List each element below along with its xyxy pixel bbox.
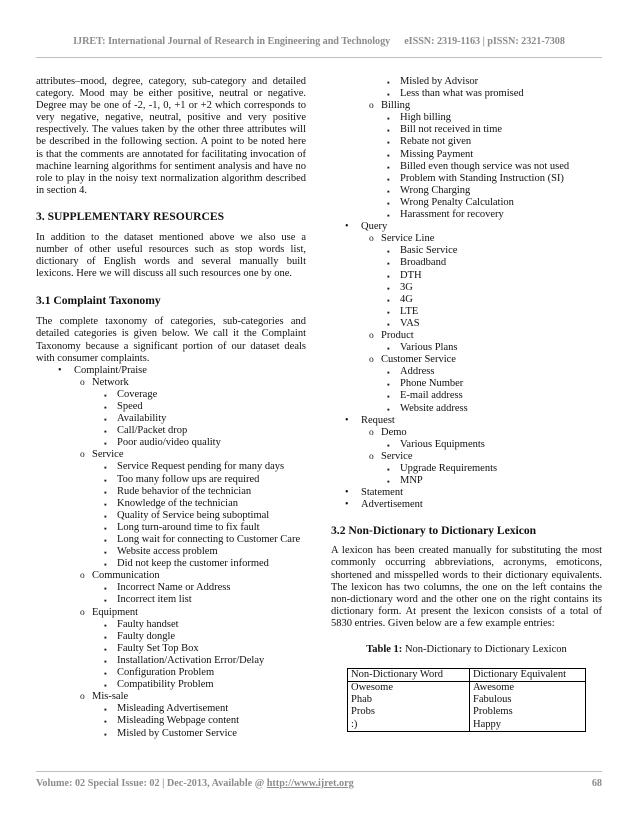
running-header [0, 36, 638, 47]
circle-marker: o [80, 571, 85, 582]
paragraph-supplementary: In addition to the dataset mentioned above we also use a number of other useful resources such as stop words list, dictionary of English words and several manually built lexicons. Here we will discuss all such resources one by one. [36, 231, 306, 280]
square-marker: ▪ [387, 78, 390, 87]
square-marker: ▪ [104, 584, 107, 594]
detail-item: ▪ 4G [387, 294, 602, 306]
left-column [36, 76, 306, 740]
table-row [348, 694, 586, 706]
square-marker: ▪ [387, 440, 390, 450]
list-item-l2: o Equipment ▪ Faulty handset ▪ Faulty dongle ▪ Faulty Set Top Box ▪ Installation/Activation Error/Delay ▪ Configuration Problem ▪ Compatibility Problem [80, 607, 306, 692]
list-item-l2: o Billing ▪ High billing ▪ Bill not received in time ▪ Rebate not given ▪ Missing Payment ▪ Billed even though service was not used ▪ Problem with Standing Instruction (SI) ▪ Wrong Charging ▪ Wrong Penalty Calculation ▪ Harassment for recovery [369, 100, 602, 221]
table-row [348, 719, 586, 732]
square-marker: ▪ [387, 344, 390, 354]
table-cell: :) [348, 719, 470, 732]
list-item-l1: • Complaint/Praise o Network ▪ Coverage ▪ Speed ▪ Availability ▪ Call/Packet drop ▪ Poor audio/video quality o Service ▪ Service Request pending for many days ▪ Too many follow ups are required ▪ Rude behavior of the technician ▪ Knowledge of the technician ▪ Quality of Service being suboptimal ▪ Long turn-around time to fix fault ▪ Long wait for connecting to Customer Care ▪ Website access problem ▪ Did not keep the customer informed o Communication ▪ Incorrect Name or Address ▪ Incorrect item list o Equipment ▪ Faulty handset ▪ Faulty dongle ▪ Faulty Set Top Box ▪ Installation/Activation Error/Delay ▪ Configuration Problem ▪ Compatibility Problem o Mis-sale ▪ Misleading Advertisement ▪ Misleading Webpage content ▪ Misled by Customer Service [58, 365, 306, 740]
detail-item: ▪ 3G [387, 282, 602, 294]
detail-item: ▪ Bill not received in time [387, 124, 602, 136]
detail-item: ▪ Incorrect item list [104, 594, 306, 606]
detail-item: ▪ Billed even though service was not used [387, 161, 602, 173]
detail-item: ▪ MNP [387, 475, 602, 487]
bullet-marker: • [345, 414, 349, 426]
circle-marker: o [369, 451, 374, 462]
detail-list [387, 245, 602, 330]
list-item-l2: o Network ▪ Coverage ▪ Speed ▪ Availability ▪ Call/Packet drop ▪ Poor audio/video quality [80, 377, 306, 450]
square-marker: ▪ [387, 211, 390, 221]
journal-name: IJRET: International Journal of Research in Engineering and Technology [73, 36, 391, 47]
list-item-l2: o Communication ▪ Incorrect Name or Address ▪ Incorrect item list [80, 570, 306, 606]
square-marker: ▪ [104, 536, 107, 545]
square-marker: ▪ [104, 632, 107, 642]
column-header: Non-Dictionary Word [348, 669, 470, 682]
detail-list [387, 439, 602, 451]
square-marker: ▪ [387, 295, 390, 305]
paragraph-taxonomy: The complete taxonomy of categories, sub-categories and detailed categories is given below. We call it the Complaint Taxonomy because a significant portion of our dataset deals with consumer complaints. [36, 316, 306, 364]
right-column [331, 76, 602, 732]
square-marker: ▪ [104, 644, 107, 654]
list-item-l2: o Product ▪ Various Plans [369, 330, 602, 354]
detail-list [104, 582, 306, 606]
list-item-l2: o Mis-sale ▪ Misleading Advertisement ▪ Misleading Webpage content ▪ Misled by Customer Service [80, 691, 306, 739]
detail-item: ▪ Misled by Advisor [387, 76, 602, 88]
square-marker: ▪ [387, 162, 390, 172]
square-marker: ▪ [104, 487, 107, 497]
page-number: 68 [591, 778, 602, 789]
square-marker: ▪ [387, 404, 390, 414]
detail-item: ▪ High billing [387, 112, 602, 124]
detail-item: ▪ Long wait for connecting to Customer Care [104, 534, 306, 546]
sub-list [369, 233, 602, 414]
square-marker: ▪ [387, 247, 390, 257]
square-marker: ▪ [104, 439, 107, 449]
square-marker: ▪ [104, 475, 107, 485]
square-marker: ▪ [104, 560, 107, 570]
detail-item: ▪ Broadband [387, 257, 602, 269]
detail-item: ▪ Service Request pending for many days [104, 461, 306, 473]
detail-item: ▪ Misleading Webpage content [104, 715, 306, 727]
square-marker: ▪ [387, 186, 390, 196]
detail-list [104, 461, 306, 570]
table-cell: Probs [348, 706, 470, 718]
list-item-l2: o Customer Service ▪ Address ▪ Phone Number ▪ E-mail address ▪ Website address [369, 354, 602, 414]
circle-marker: o [369, 234, 374, 245]
list-item-l2: o Service ▪ Upgrade Requirements ▪ MNP [369, 451, 602, 487]
circle-marker: o [80, 607, 85, 618]
square-marker: ▪ [387, 90, 390, 100]
detail-item: ▪ Phone Number [387, 378, 602, 390]
square-marker: ▪ [104, 717, 107, 727]
square-marker: ▪ [387, 477, 390, 487]
detail-item: ▪ Various Equipments [387, 439, 602, 451]
square-marker: ▪ [104, 681, 107, 691]
taxonomy-list [58, 365, 306, 740]
bullet-marker: • [58, 364, 62, 376]
square-marker: ▪ [104, 427, 107, 437]
detail-item: ▪ Faulty dongle [104, 631, 306, 643]
square-marker: ▪ [387, 319, 390, 329]
detail-list [387, 342, 602, 354]
list-item-l1: • Advertisement [345, 499, 423, 511]
detail-item: ▪ Availability [104, 413, 306, 425]
square-marker: ▪ [104, 669, 107, 679]
column-header: Dictionary Equivalent [470, 669, 586, 682]
square-marker: ▪ [387, 465, 390, 474]
table-cell: Awesome [470, 682, 586, 695]
square-marker: ▪ [387, 271, 390, 281]
detail-item: ▪ Quality of Service being suboptimal [104, 510, 306, 522]
detail-list [387, 76, 602, 100]
detail-item: ▪ Upgrade Requirements [387, 463, 602, 475]
sub-list [369, 427, 602, 487]
square-marker: ▪ [387, 150, 390, 160]
square-marker: ▪ [387, 138, 390, 148]
table-cell: Problems [470, 706, 586, 718]
table-cell: Happy [470, 719, 586, 732]
bullet-marker: • [345, 499, 349, 511]
square-marker: ▪ [387, 114, 390, 124]
bullet-marker: • [345, 487, 349, 499]
square-marker: ▪ [104, 705, 107, 715]
table-row [348, 706, 586, 718]
detail-item: ▪ Compatibility Problem [104, 679, 306, 691]
list-item-l2: o Service Line ▪ Basic Service ▪ Broadband ▪ DTH ▪ 3G ▪ 4G ▪ LTE ▪ VAS [369, 233, 602, 330]
header-rule [36, 57, 602, 58]
detail-item: ▪ Wrong Penalty Calculation [387, 197, 602, 209]
square-marker: ▪ [104, 463, 107, 473]
detail-item: ▪ Speed [104, 401, 306, 413]
running-footer [36, 778, 602, 789]
detail-list [387, 366, 602, 414]
detail-item: ▪ Configuration Problem [104, 667, 306, 679]
sub-list [80, 377, 306, 740]
list-item-l1: • Query o Service Line ▪ Basic Service ▪ Broadband ▪ DTH ▪ 3G ▪ 4G ▪ LTE ▪ VAS o Product ▪ Various Plans o Customer Service ▪ Address ▪ Phone Number ▪ E-mail address ▪ Website address [345, 221, 602, 415]
detail-item: ▪ Faulty Set Top Box [104, 643, 306, 655]
detail-item: ▪ Address [387, 366, 602, 378]
paragraph-lexicon: A lexicon has been created manually for substituting the most commonly occurring abbreviations, acronyms, emoticons, shortened and misspelled words to their dictionary equivalents. The lexicon has two columns, the one on the left contains the non-dictionary word and the other one on the right contains its dictionary form. At present the lexicon consists of a total of 5830 entries. Given below are a few example entries: [331, 545, 602, 629]
paragraph-attributes: attributes–mood, degree, category, sub-category and detailed category. Mood may be either positive, neutral or negative. Degree may be one of -2, -1, 0, +1 or +2 which corresponds to very negative, negative, neutral, positive and very positive respectively. The values taken by the other three attributes will be described in the following section. A point to be noted here is that the comments are annotated for facilitating invocation of machine learning algorithms for sentiment analysis and have no role to play in the noisy text normalization algorithm described in section 4. [36, 76, 306, 196]
detail-item: ▪ Misleading Advertisement [104, 703, 306, 715]
square-marker: ▪ [387, 392, 390, 402]
table-cell: Owesome [348, 682, 470, 695]
list-item-l2: o Service ▪ Service Request pending for many days ▪ Too many follow ups are required ▪ Rude behavior of the technician ▪ Knowledge of the technician ▪ Quality of Service being suboptimal ▪ Long turn-around time to fix fault ▪ Long wait for connecting to Customer Care ▪ Website access problem ▪ Did not keep the customer informed [80, 449, 306, 570]
detail-item: ▪ Call/Packet drop [104, 425, 306, 437]
bullet-marker: • [345, 221, 349, 233]
detail-item: ▪ LTE [387, 306, 602, 318]
detail-item: ▪ Less than what was promised [387, 88, 602, 100]
section-heading-supplementary: 3. SUPPLEMENTARY RESOURCES [36, 209, 225, 223]
section-heading-taxonomy: 3.1 Complaint Taxonomy [36, 294, 161, 308]
square-marker: ▪ [104, 499, 107, 509]
detail-item: ▪ Installation/Activation Error/Delay [104, 655, 306, 667]
square-marker: ▪ [104, 596, 107, 606]
journal-link[interactable]: http://www.ijret.org [266, 778, 354, 789]
square-marker: ▪ [104, 523, 107, 533]
detail-item: ▪ Harassment for recovery [387, 209, 602, 221]
footer-text: Volume: 02 Special Issue: 02 | Dec-2013, Available @ [36, 778, 267, 789]
detail-item: ▪ Various Plans [387, 342, 602, 354]
detail-list [387, 112, 602, 221]
table-label: Table 1: [366, 644, 403, 656]
square-marker: ▪ [104, 511, 107, 521]
square-marker: ▪ [104, 402, 107, 412]
lexicon-table [347, 668, 586, 731]
section-heading-lexicon: 3.2 Non-Dictionary to Dictionary Lexicon [331, 524, 537, 538]
table-caption-text: Non-Dictionary to Dictionary Lexicon [402, 644, 567, 656]
square-marker: ▪ [104, 415, 107, 425]
detail-item: ▪ Rebate not given [387, 136, 602, 148]
circle-marker: o [80, 450, 85, 461]
detail-list [387, 463, 602, 487]
table-cell: Phab [348, 694, 470, 706]
detail-item: ▪ Basic Service [387, 245, 602, 257]
detail-item: ▪ Website address [387, 403, 602, 415]
detail-list [104, 619, 306, 692]
detail-item: ▪ Poor audio/video quality [104, 437, 306, 449]
square-marker: ▪ [387, 174, 390, 184]
detail-item: ▪ Rude behavior of the technician [104, 486, 306, 498]
circle-marker: o [369, 101, 374, 112]
detail-item: ▪ Misled by Customer Service [104, 728, 306, 740]
square-marker: ▪ [387, 283, 390, 293]
detail-item: ▪ Incorrect Name or Address [104, 582, 306, 594]
detail-item: ▪ Did not keep the customer informed [104, 558, 306, 570]
sub-list [369, 100, 602, 221]
square-marker: ▪ [387, 198, 390, 208]
detail-item: ▪ Long turn-around time to fix fault [104, 522, 306, 534]
list-item-l1: • Statement [345, 487, 403, 499]
square-marker: ▪ [387, 368, 390, 378]
detail-item: ▪ Wrong Charging [387, 185, 602, 197]
detail-item: ▪ Missing Payment [387, 149, 602, 161]
circle-marker: o [369, 355, 374, 366]
detail-item: ▪ Knowledge of the technician [104, 498, 306, 510]
detail-item: ▪ Problem with Standing Instruction (SI) [387, 173, 602, 185]
square-marker: ▪ [387, 259, 390, 269]
circle-marker: o [80, 692, 85, 703]
detail-list [104, 389, 306, 449]
square-marker: ▪ [104, 729, 107, 739]
detail-list [104, 703, 306, 739]
circle-marker: o [369, 330, 374, 341]
table-cell: Fabulous [470, 694, 586, 706]
detail-item: ▪ Website access problem [104, 546, 306, 558]
table-caption [331, 644, 602, 656]
footer-rule [36, 771, 602, 772]
list-item-l1: • Request o Demo ▪ Various Equipments o Service ▪ Upgrade Requirements ▪ MNP [345, 415, 602, 488]
detail-item: ▪ Too many follow ups are required [104, 474, 306, 486]
list-item-l2: o Demo ▪ Various Equipments [369, 427, 602, 451]
square-marker: ▪ [104, 620, 107, 630]
detail-item: ▪ E-mail address [387, 390, 602, 402]
detail-item: ▪ Faulty handset [104, 619, 306, 631]
square-marker: ▪ [104, 548, 107, 558]
square-marker: ▪ [387, 307, 390, 317]
detail-item: ▪ VAS [387, 318, 602, 330]
square-marker: ▪ [387, 380, 390, 390]
square-marker: ▪ [104, 656, 107, 666]
detail-item: ▪ Coverage [104, 389, 306, 401]
table-row [348, 682, 586, 695]
circle-marker: o [80, 377, 85, 388]
circle-marker: o [369, 427, 374, 438]
square-marker: ▪ [104, 390, 107, 400]
category-list [345, 221, 602, 511]
square-marker: ▪ [387, 126, 390, 136]
issn: eISSN: 2319-1163 | pISSN: 2321-7308 [404, 36, 565, 47]
table-header-row [348, 669, 586, 682]
detail-item: ▪ DTH [387, 270, 602, 282]
